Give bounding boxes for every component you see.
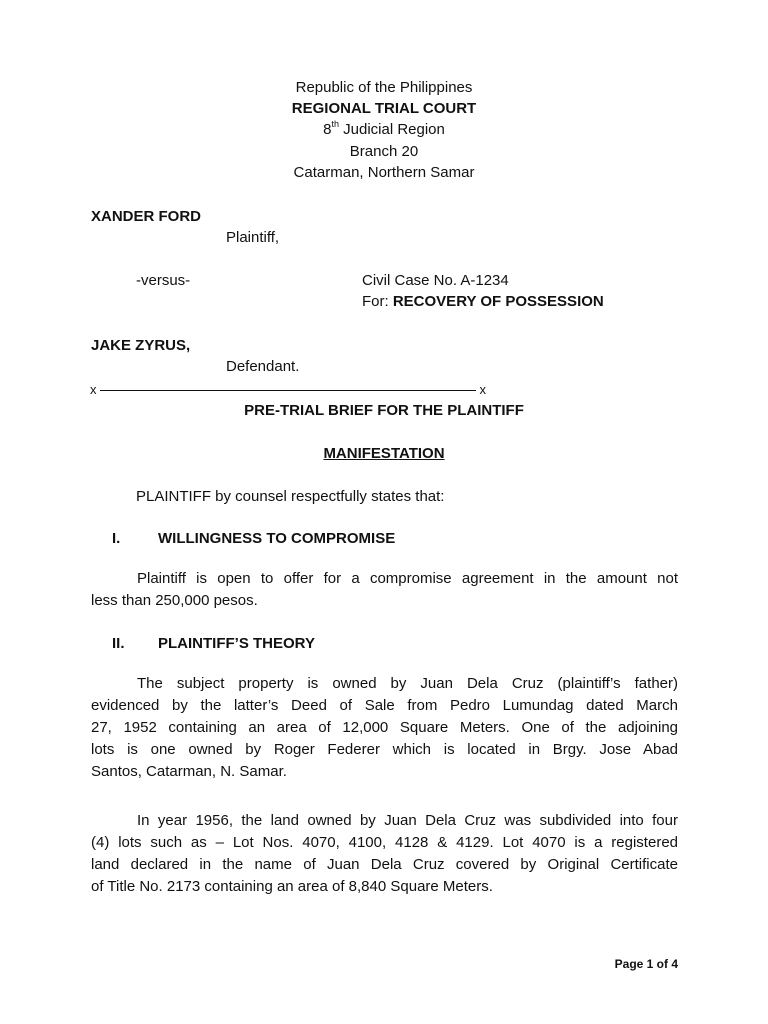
caption-divider — [90, 383, 486, 399]
page-number: Page 1 of 4 — [614, 957, 678, 971]
document-title: PRE-TRIAL BRIEF FOR THE PLAINTIFF — [244, 402, 524, 419]
header-location: Catarman, Northern Samar — [293, 164, 475, 181]
plaintiff-role: Plaintiff, — [226, 229, 280, 246]
divider-left-x: x — [90, 382, 97, 397]
case-subject — [362, 292, 604, 312]
paragraph-line: 27, 1952 containing an area of 12,000 Square Meters. One of the adjoining — [91, 719, 678, 736]
section-2-heading: PLAINTIFF’S THEORY — [158, 635, 315, 652]
paragraph-line: evidenced by the latter’s Deed of Sale from Pedro Lumundag dated March — [91, 697, 678, 714]
header-branch: Branch 20 — [349, 143, 419, 160]
section-2-paragraph-2 — [91, 810, 678, 898]
divider-right-x: x — [479, 382, 486, 397]
section-2-paragraph-1 — [91, 673, 678, 783]
paragraph-line: (4) lots such as – Lot Nos. 4070, 4100, 4128 & 4129. Lot 4070 is a registered — [91, 834, 678, 851]
section-1-paragraph — [91, 568, 678, 612]
header-republic: Republic of the Philippines — [295, 79, 473, 96]
paragraph-line: The subject property is owned by Juan Dela Cruz (plaintiff’s father) — [137, 675, 678, 692]
header-court: REGIONAL TRIAL COURT — [291, 100, 477, 117]
document-subtitle: MANIFESTATION — [323, 445, 445, 462]
defendant-role: Defendant. — [226, 358, 300, 375]
divider-rule — [100, 390, 476, 391]
paragraph-line: Plaintiff is open to offer for a compromise agreement in the amount not — [137, 570, 678, 587]
paragraph-line: lots is one owned by Roger Federer which is located in Brgy. Jose Abad — [91, 741, 678, 758]
region-rest: Judicial Region — [338, 121, 445, 138]
section-1-heading: WILLINGNESS TO COMPROMISE — [158, 530, 396, 547]
paragraph-line: of Title No. 2173 containing an area of 8,840 Square Meters. — [91, 878, 493, 895]
paragraph-line: In year 1956, the land owned by Juan Dela Cruz was subdivided into four — [137, 812, 678, 829]
header-region — [0, 120, 768, 140]
section-1-number: I. — [112, 530, 121, 547]
case-number: Civil Case No. A-1234 — [362, 272, 509, 289]
section-2-number: II. — [112, 635, 125, 652]
defendant-name: JAKE ZYRUS, — [91, 337, 191, 354]
paragraph-line: Santos, Catarman, N. Samar. — [91, 763, 287, 780]
plaintiff-name: XANDER FORD — [91, 208, 202, 225]
paragraph-line: land declared in the name of Juan Dela Cruz covered by Original Certificate — [91, 856, 678, 873]
region-suffix: th — [331, 119, 339, 129]
for-label: For: — [362, 293, 393, 310]
for-value: RECOVERY OF POSSESSION — [392, 293, 604, 310]
versus-label: -versus- — [136, 272, 191, 289]
intro-statement: PLAINTIFF by counsel respectfully states that: — [136, 488, 445, 505]
paragraph-line: less than 250,000 pesos. — [91, 592, 258, 609]
region-number: 8 — [323, 121, 332, 138]
